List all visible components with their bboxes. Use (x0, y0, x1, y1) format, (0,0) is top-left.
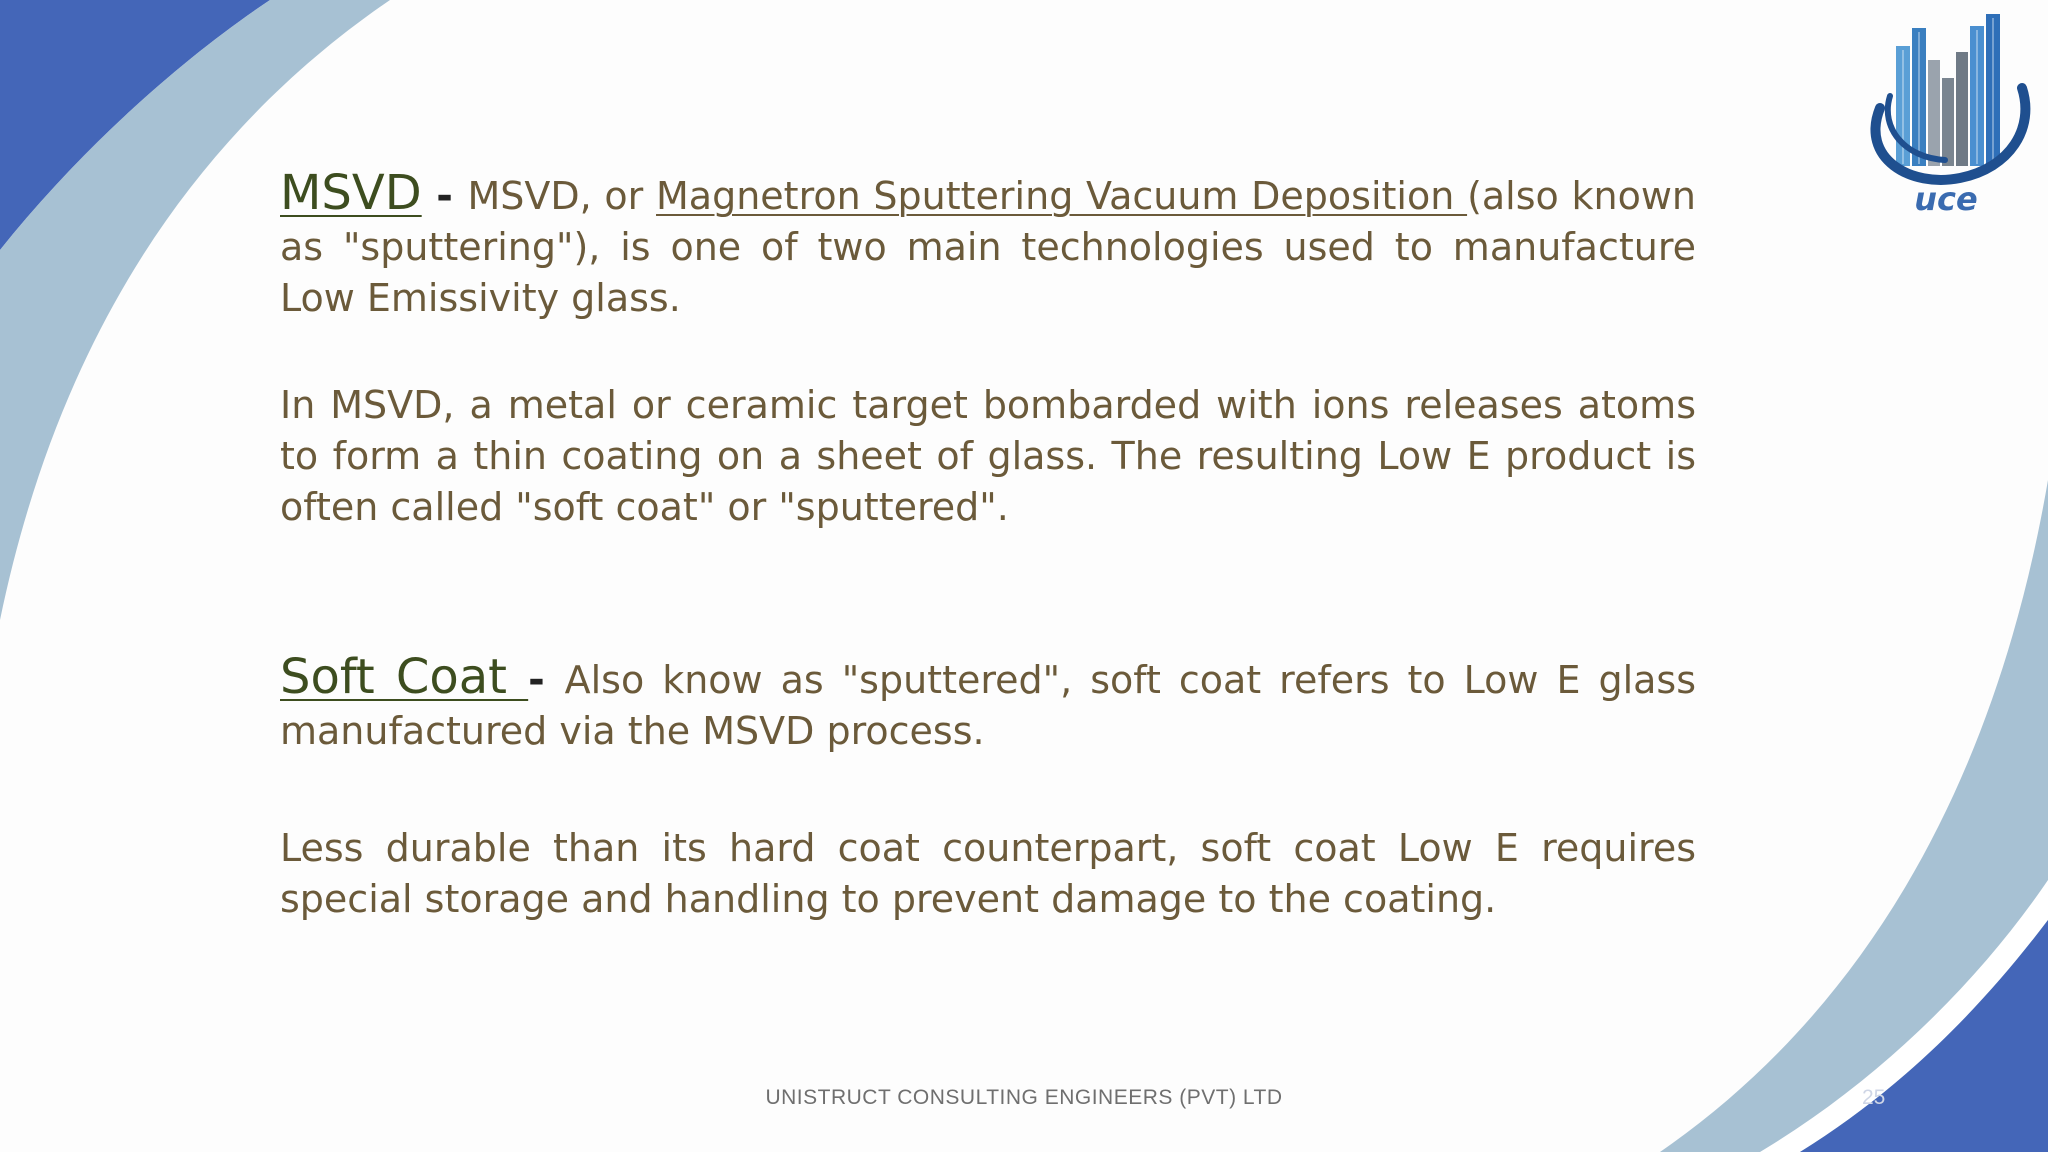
msvd-detail-text: In MSVD, a metal or ceramic target bombarded with ions releases atoms to form a thin coating on a sheet of glass. The resulting Low E product is often called "soft coat" or "sputtered". (280, 383, 1696, 529)
soft-coat-detail-text: Less durable than its hard coat counterpart, soft coat Low E requires special storage and handling to prevent damage to the coating. (280, 826, 1696, 921)
msvd-paragraph (280, 165, 1697, 324)
soft-coat-dash: - (528, 657, 565, 703)
soft-coat-paragraph (280, 649, 1697, 757)
page-number: 25 (1862, 1086, 1886, 1109)
company-logo (1850, 8, 2040, 218)
msvd-dash: - (421, 173, 468, 219)
slide-footer: UNISTRUCT CONSULTING ENGINEERS (PVT) LTD (765, 1086, 1283, 1109)
logo-lettering: uce (1914, 180, 1978, 218)
msvd-term: MSVD (280, 165, 422, 221)
soft-coat-definition-text: Also know as "sputtered", soft coat refers to Low E glass manufactured via the MSVD process. (280, 658, 1697, 753)
msvd-detail-paragraph (280, 380, 1696, 533)
msvd-lead-text: MSVD, or (467, 174, 657, 218)
msvd-full-name-link[interactable]: Magnetron Sputtering Vacuum Deposition (656, 174, 1468, 218)
soft-coat-term: Soft Coat (280, 649, 529, 705)
msvd-definition-text: (also known as "sputtering"), is one of two main technologies used to manufacture Low Emissivity glass. (280, 174, 1697, 320)
soft-coat-detail-paragraph (280, 823, 1696, 925)
